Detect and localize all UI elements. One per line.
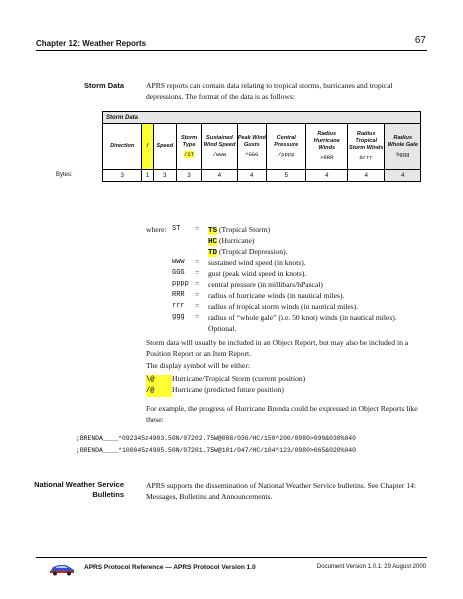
table-caption: Storm Data <box>103 112 421 124</box>
col-slash: / <box>142 124 153 170</box>
bytes-cell: 4 <box>237 170 266 182</box>
aprs-car-logo-icon <box>48 562 76 576</box>
bytes-cell: 4 <box>306 170 348 182</box>
def-code: GGG <box>172 269 185 277</box>
col-central-pressure: Central Pressure /pppp <box>267 124 306 170</box>
symbol-desc: Hurricane (predicted future position) <box>172 385 284 394</box>
def-description: radius of “whole gale” (i.e. 50 knot) winds (in nautical miles). Optional. <box>208 313 397 333</box>
symbol-code: /@ <box>146 386 172 397</box>
def-code: ST <box>172 225 181 233</box>
bytes-cell: 4 <box>202 170 237 182</box>
def-equals: = <box>195 268 200 277</box>
def-equals: = <box>195 312 200 321</box>
def-code: ggg <box>172 313 185 321</box>
col-storm-type: Storm Type /ST <box>176 124 201 170</box>
def-code: www <box>172 258 185 266</box>
example-intro: For example, the progress of Hurricane Brenda could be expressed in Object Reports like these: <box>146 404 418 424</box>
symbol-intro: The display symbol will be either: <box>146 361 250 370</box>
example-line: ;BRENDA____*092345z4903.50N/07202.75W@088/036/HC/150^200/0980>090&030%040 <box>76 435 356 442</box>
col-peak-gusts: Peak Wind Gusts ^GGG <box>237 124 266 170</box>
bytes-label: Bytes: <box>56 172 73 178</box>
def-description: central pressure (in millibars/hPascal) <box>208 280 323 289</box>
col-sustained-wind: Sustained Wind Speed /www <box>202 124 237 170</box>
def-description: sustained wind speed (in knots). <box>208 258 306 267</box>
def-description: radius of tropical storm winds (in nautical miles). <box>208 302 359 311</box>
where-label: where: <box>146 225 167 234</box>
symbol-code: \@ <box>146 375 172 386</box>
def-code: pppp <box>172 280 189 288</box>
footer-title: APRS Protocol Reference — APRS Protocol Version 1.0 <box>84 564 256 571</box>
def-equals: = <box>195 301 200 310</box>
bytes-cell: 3 <box>153 170 176 182</box>
def-code: rrr <box>172 302 185 310</box>
def-equals: = <box>195 257 200 266</box>
bytes-cell: 3 <box>103 170 142 182</box>
footer-version: Document Version 1.0.1: 29 August 2000 <box>316 564 426 570</box>
page-number: 67 <box>414 35 426 46</box>
bulletins-paragraph: APRS supports the dissemination of National Weather Service bulletins. See Chapter 14: Messages, Bulletins and Announcements. <box>146 481 417 501</box>
def-description: radius of hurricane winds (in nautical miles). <box>208 291 345 300</box>
storm-intro-paragraph: APRS reports can contain data relating to tropical storms, hurricanes and tropical depressions. The format of the data is as follows: <box>146 81 393 101</box>
bytes-cell: 4 <box>348 170 385 182</box>
col-radius-hurricane: Radius Hurricane Winds >RRR <box>306 124 348 170</box>
def-storm-type-td: TD (Tropical Depression). <box>208 247 288 257</box>
header-divider <box>36 50 427 51</box>
footer-divider <box>36 557 427 558</box>
storm-data-table <box>102 111 421 182</box>
bytes-cell: 3 <box>176 170 201 182</box>
col-speed: Speed <box>153 124 176 170</box>
col-radius-gale: Radius Whole Gale %ggg <box>385 124 421 170</box>
col-radius-tropical: Radius Tropical Storm Winds &rrr <box>348 124 385 170</box>
def-equals: = <box>195 279 200 288</box>
def-equals: = <box>195 224 200 233</box>
def-code: RRR <box>172 291 185 299</box>
symbol-desc: Hurricane/Tropical Storm (current position) <box>172 374 306 383</box>
storm-data-heading: Storm Data <box>83 81 124 90</box>
def-storm-type-hc: HC (Hurricane) <box>208 236 255 246</box>
bytes-cell: 4 <box>385 170 421 182</box>
symbol-row <box>146 384 284 397</box>
def-equals: = <box>195 290 200 299</box>
bulletins-heading: National Weather Service Bulletins <box>34 480 124 499</box>
chapter-title: Chapter 12: Weather Reports <box>36 39 147 48</box>
bytes-cell: 1 <box>142 170 153 182</box>
col-direction: Direction <box>103 124 142 170</box>
object-report-note: Storm data will usually be included in an Object Report, but may also be included in a Position Report or an Item Report. <box>146 338 409 358</box>
def-storm-type-ts: TS (Tropical Storm) <box>208 225 271 235</box>
example-line: ;BRENDA____*100045z4905.50N/07201.75W@101/047/HC/104^123/0980>065&020%040 <box>76 447 356 454</box>
bytes-cell: 5 <box>267 170 306 182</box>
def-description: gust (peak wind speed in knots). <box>208 269 307 278</box>
